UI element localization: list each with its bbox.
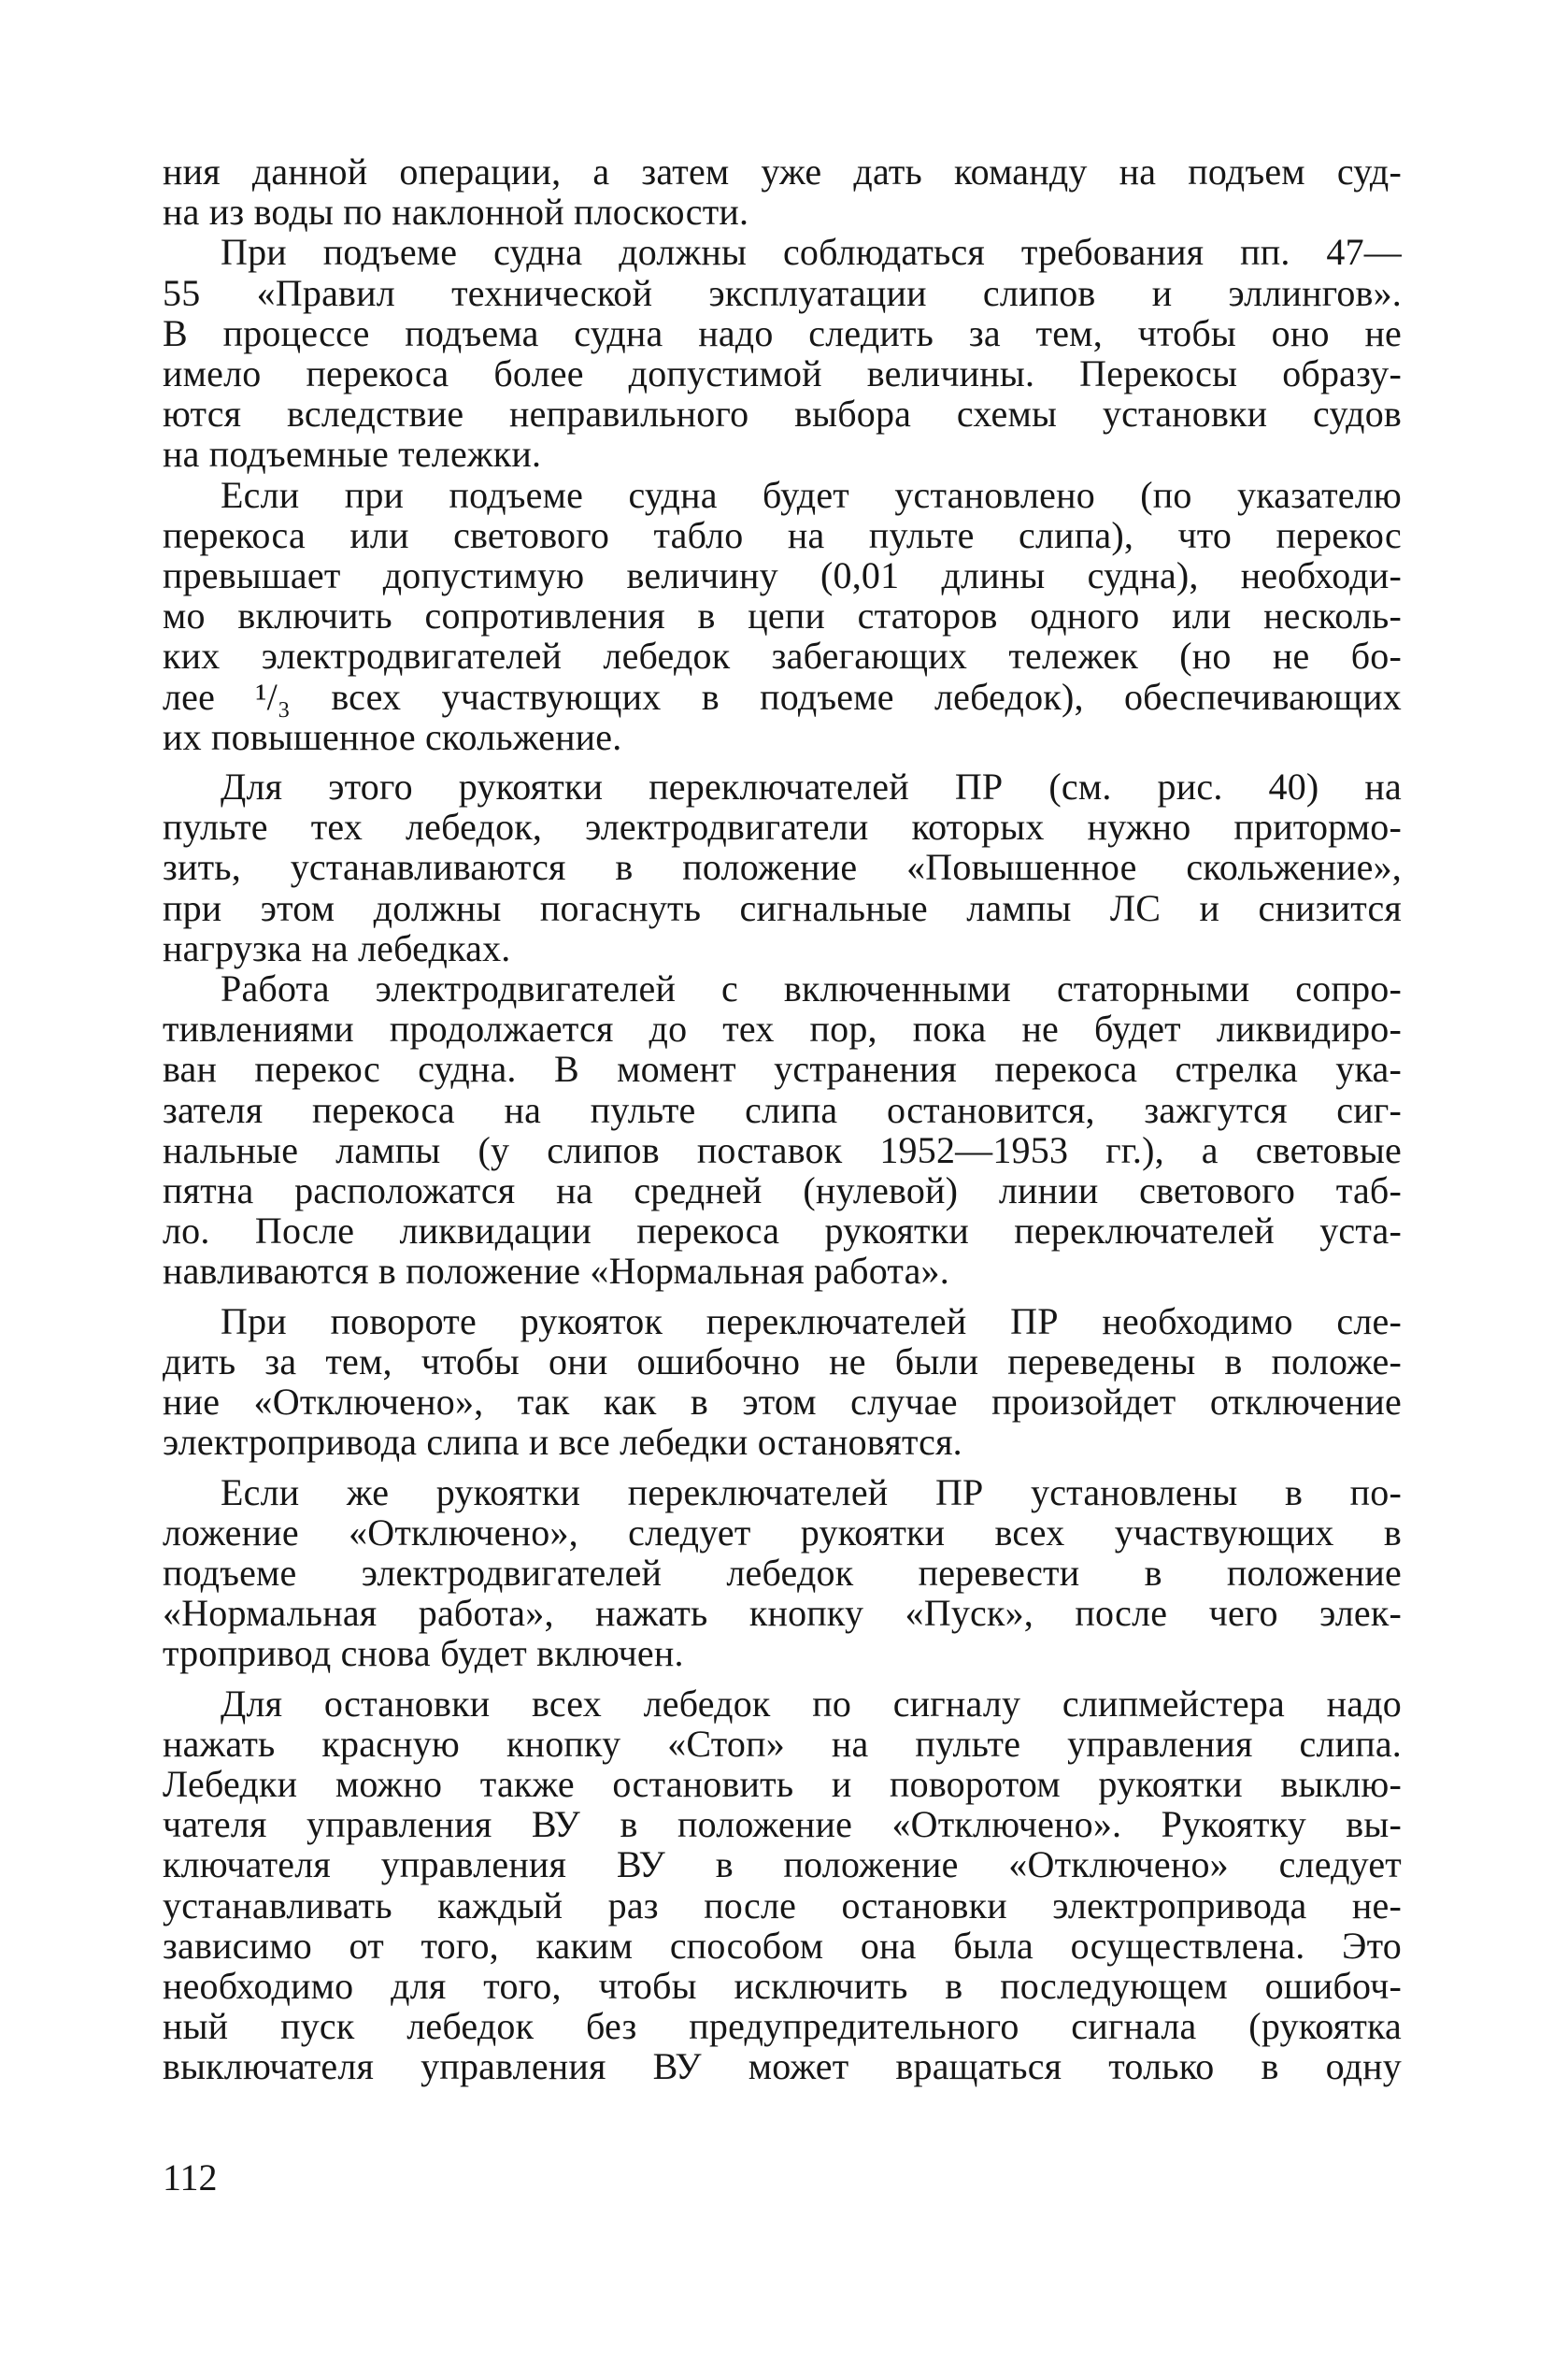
text-line: пульте тех лебедок, электродвигатели которых нужно притормо- [163,806,1402,849]
paragraph-gap [163,1463,1402,1472]
page-body [163,151,1402,2087]
text-line: имело перекоса более допустимой величины. Перекосы образу- [163,352,1402,395]
text-line: зависимо от того, каким способом она была осуществлена. Это [163,1924,1402,1967]
text-line: дить за тем, чтобы они ошибочно не были переведены в положе- [163,1339,1402,1382]
text-line: ван перекос судна. В момент устранения перекоса стрелка ука- [163,1048,1402,1091]
text-line: лее ¹/₃ всех участвующих в подъеме лебедок), обеспечивающих [163,675,1402,718]
text-line: превышает допустимую величину (0,01 длины судна), необходи- [163,554,1402,597]
text-line: тропривод снова будет включен. [163,1632,684,1675]
text-column [163,151,1402,2087]
text-line: Для остановки всех лебедок по сигналу слипмейстера надо [221,1682,1402,1725]
text-line: нагрузка на лебедках. [163,926,511,969]
paragraph [163,968,1402,1292]
text-line: при этом должны погаснуть сигнальные лампы ЛС и снизится [163,886,1402,929]
text-line: ются вследствие неправильного выбора схемы установки судов [163,393,1402,436]
paragraph [163,1301,1402,1463]
text-line: необходимо для того, чтобы исключить в последующем ошибоч- [163,1964,1402,2007]
paragraph [163,766,1402,968]
text-line: Для этого рукоятки переключателей ПР (см. рис. 40) на [221,766,1402,809]
paragraph [163,151,1402,232]
text-line: на из воды по наклонной плоскости. [163,191,749,234]
text-line: При подъеме судна должны соблюдаться требования пп. 47— [221,231,1402,274]
text-line: пятна расположатся на средней (нулевой) линии светового таб- [163,1169,1402,1212]
text-line: ный пуск лебедок без предупредительного сигнала (рукоятка [163,2005,1402,2048]
text-line: ние «Отключено», так как в этом случае произойдет отключение [163,1381,1402,1424]
text-line: их повышенное скольжение. [163,715,622,758]
paragraph [163,232,1402,474]
text-line: ния данной операции, а затем уже дать команду на подъем суд- [163,150,1402,193]
text-line: нальные лампы (у слипов поставок 1952—1953 гг.), а световые [163,1128,1402,1171]
paragraph [163,1472,1402,1674]
paragraph [163,475,1402,757]
text-line: ло. После ликвидации перекоса рукоятки переключателей уста- [163,1210,1402,1253]
text-line: Работа электродвигателей с включенными статорными сопро- [221,967,1402,1010]
text-line: ложение «Отключено», следует рукоятки всех участвующих в [163,1511,1402,1554]
text-line: ключателя управления ВУ в положение «Отключено» следует [163,1843,1402,1886]
text-line: навливаются в положение «Нормальная работа». [163,1250,949,1293]
text-line: «Нормальная работа», нажать кнопку «Пуск», после чего элек- [163,1592,1402,1635]
text-line: чателя управления ВУ в положение «Отключено». Рукоятку вы- [163,1803,1402,1846]
paragraph [163,1683,1402,2087]
text-line: подъеме электродвигателей лебедок перевести в положение [163,1551,1402,1594]
text-line: Лебедки можно также остановить и поворотом рукоятки выклю- [163,1762,1402,1805]
text-line: электропривода слипа и все лебедки остановятся. [163,1421,962,1464]
text-line: В процессе подъема судна надо следить за тем, чтобы оно не [163,311,1402,354]
text-line: устанавливать каждый раз после остановки электропривода не- [163,1883,1402,1926]
text-line: При повороте рукояток переключателей ПР необходимо сле- [221,1299,1402,1342]
text-line: ких электродвигателей лебедок забегающих тележек (но не бо- [163,635,1402,678]
text-line: перекоса или светового табло на пульте слипа), что перекос [163,513,1402,556]
text-line: на подъемные тележки. [163,433,542,476]
text-line: выключателя управления ВУ может вращаться только в одну [163,2045,1402,2088]
text-line: зить, устанавливаются в положение «Повышенное скольжение», [163,846,1402,889]
text-line: мо включить сопротивления в цепи статоров одного или несколь- [163,594,1402,637]
text-line: зателя перекоса на пульте слипа остановится, зажгутся сиг- [163,1088,1402,1131]
text-line: 55 «Правил технической эксплуатации слипов и эллингов». [163,271,1402,314]
text-line: Если при подъеме судна будет установлено (по указателю [221,473,1402,516]
page-number: 112 [163,2156,218,2198]
text-line: тивлениями продолжается до тех пор, пока не будет ликвидиро- [163,1008,1402,1051]
text-line: Если же рукоятки переключателей ПР установлены в по- [221,1470,1402,1513]
text-line: нажать красную кнопку «Стоп» на пульте управления слипа. [163,1722,1402,1765]
